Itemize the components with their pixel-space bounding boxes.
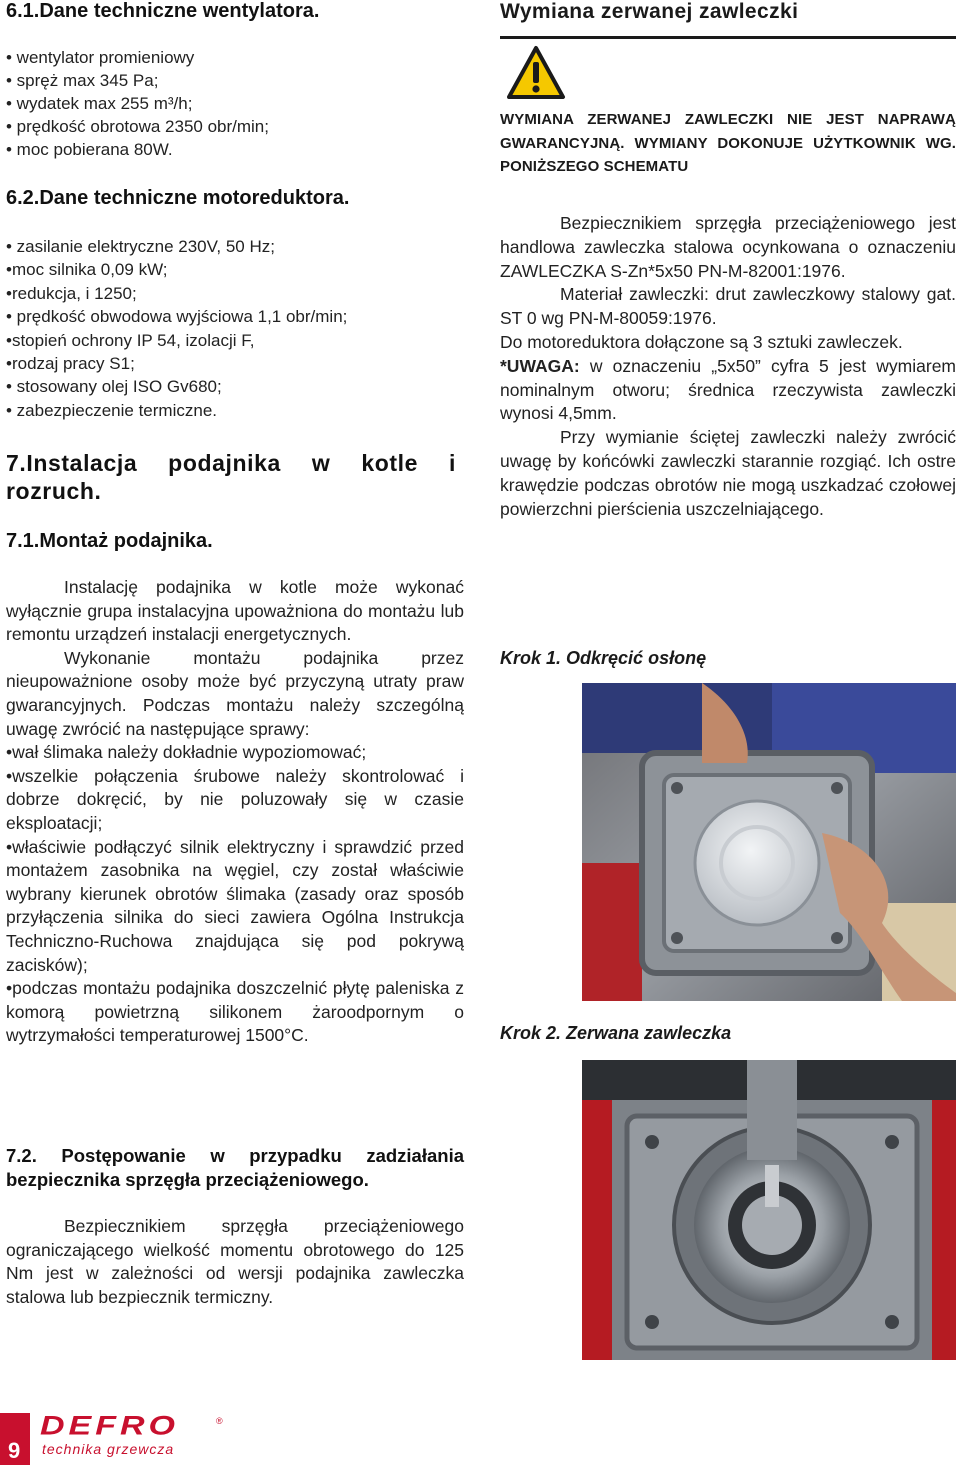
- section-7-1-title: 7.1.Montaż podajnika.: [6, 530, 213, 552]
- paragraph: Materiał zawleczki: drut zawleczkowy stalowy gat. ST 0 wg PN-M-80059:1976.: [500, 284, 956, 329]
- paragraph: [500, 355, 956, 426]
- motor-spec-item: • zasilanie elektryczne 230V, 50 Hz;: [6, 237, 275, 256]
- section-7-title: 7.Instalacja podajnika w kotle i rozruch.: [6, 450, 456, 504]
- warning-triangle-icon: [506, 45, 566, 101]
- bullet-item: • właściwie podłączyć silnik elektryczny i sprawdzić przed montażem zasobnika na węgiel, czy został właściwie wybrany kierunek obrotów ślimaka (zasady oraz sposób przyłączenia silnika do sieci zawiera Ogólna Instrukcja Techniczno-Ruchowa znajdująca się pod pokrywą zacisków);: [6, 836, 464, 978]
- motor-spec-item: •redukcja, i 1250;: [6, 283, 137, 303]
- step-1-label: Krok 1. Odkręcić osłonę: [500, 648, 707, 668]
- paragraph: Przy wymianie ściętej zawleczki należy zwrócić uwagę by końcówki zawleczki starannie rozgiąć. Ich ostre krawędzie podczas obrotów nie mogą uszkadzać czołowej powierzchni pierścienia uszczelniającego.: [500, 427, 956, 519]
- step-2-label: Krok 2. Zerwana zawleczka: [500, 1023, 732, 1043]
- bullet-item: • podczas montażu podajnika doszczelnić płytę paleniska z komorą powietrzną silikonem żaroodpornym o wytrzymałości temperaturowej 1500°C.: [6, 977, 464, 1048]
- step-1-photo: [582, 683, 956, 1001]
- warning-bar: [500, 36, 956, 107]
- note-text: w oznaczeniu „5x50” cyfra 5 jest wymiarem nominalnym otworu; średnica rzeczywista zawleczki wynosi 4,5mm.: [500, 355, 956, 424]
- fan-spec-list: [6, 46, 464, 161]
- brand-tagline: technika grzewcza: [42, 1441, 175, 1457]
- fan-spec-item: • wydatek max 255 m³/h;: [6, 94, 193, 113]
- fan-spec-item: • moc pobierana 80W.: [6, 140, 173, 159]
- section-6-2-title: 6.2.Dane techniczne motoreduktora.: [6, 187, 350, 209]
- paragraph: Do motoreduktora dołączone są 3 sztuki zawleczek.: [500, 331, 903, 352]
- brand-name: DEFRO: [40, 1410, 179, 1441]
- paragraph: Bezpiecznikiem sprzęgła przeciążeniowego ograniczającego wielkość momentu obrotowego do 125 Nm jest w zależności od wersji podajnika zawleczka stalowa lub bezpiecznik termiczny.: [6, 1216, 464, 1307]
- page-number-tab: [0, 1413, 30, 1465]
- paragraph: Wykonanie montażu podajnika przez nieupoważnione osoby może być przyczyną utraty praw gwarancyjnych. Podczas montażu należy szczególną uwagę zwrócić na następujące sprawy:: [6, 647, 464, 739]
- fan-spec-item: • spręż max 345 Pa;: [6, 71, 159, 90]
- motor-spec-item: • stosowany olej ISO Gv680;: [6, 377, 222, 397]
- registered-mark: ®: [216, 1416, 223, 1426]
- warning-text: WYMIANA ZERWANEJ ZAWLECZKI NIE JEST NAPRAWĄ GWARANCYJNĄ. WYMIANY DOKONUJE UŻYTKOWNIK WG. PONIŻSZEGO SCHEMATU: [500, 111, 956, 175]
- defro-logo: [40, 1410, 230, 1460]
- motor-spec-item: •rodzaj pracy S1;: [6, 354, 135, 374]
- replacement-title: Wymiana zerwanej zawleczki: [500, 0, 799, 23]
- motor-spec-list: [6, 235, 464, 422]
- motor-spec-item: • prędkość obwodowa wyjściowa 1,1 obr/min;: [6, 307, 348, 327]
- replacement-body: [500, 212, 956, 521]
- paragraph: Instalację podajnika w kotle może wykonać wyłącznie grupa instalacyjna upoważniona do montażu lub remontu urządzeń instalacji energetycznych.: [6, 577, 464, 645]
- section-6-1-title: 6.1.Dane techniczne wentylatora.: [6, 0, 320, 22]
- section-7-1-body: [6, 576, 464, 1048]
- motor-spec-item: • zabezpieczenie termiczne.: [6, 400, 217, 420]
- fan-spec-item: • wentylator promieniowy: [6, 48, 195, 67]
- section-7-2-title: 7.2. Postępowanie w przypadku zadziałania bezpiecznika sprzęgła przeciążeniowego.: [6, 1145, 464, 1190]
- note-label: *UWAGA:: [500, 355, 580, 376]
- motor-spec-item: •moc silnika 0,09 kW;: [6, 260, 168, 280]
- step-2-photo: [582, 1060, 956, 1360]
- paragraph: Bezpiecznikiem sprzęgła przeciążeniowego jest handlowa zawleczka stalowa ocynkowana o oznaczeniu ZAWLECZKA S-Zn*5x50 PN-M-82001:1976.: [500, 213, 956, 281]
- motor-spec-item: •stopień ochrony IP 54, izolacji F,: [6, 330, 255, 350]
- page-number: 9: [8, 1438, 21, 1463]
- fan-spec-item: • prędkość obrotowa 2350 obr/min;: [6, 117, 269, 136]
- bullet-item: • wszelkie połączenia śrubowe należy skontrolować i dobrze dokręcić, by nie poluzowały się w czasie eksploatacji;: [6, 765, 464, 836]
- bullet-item: • wał ślimaka należy dokładnie wypoziomować;: [6, 741, 464, 765]
